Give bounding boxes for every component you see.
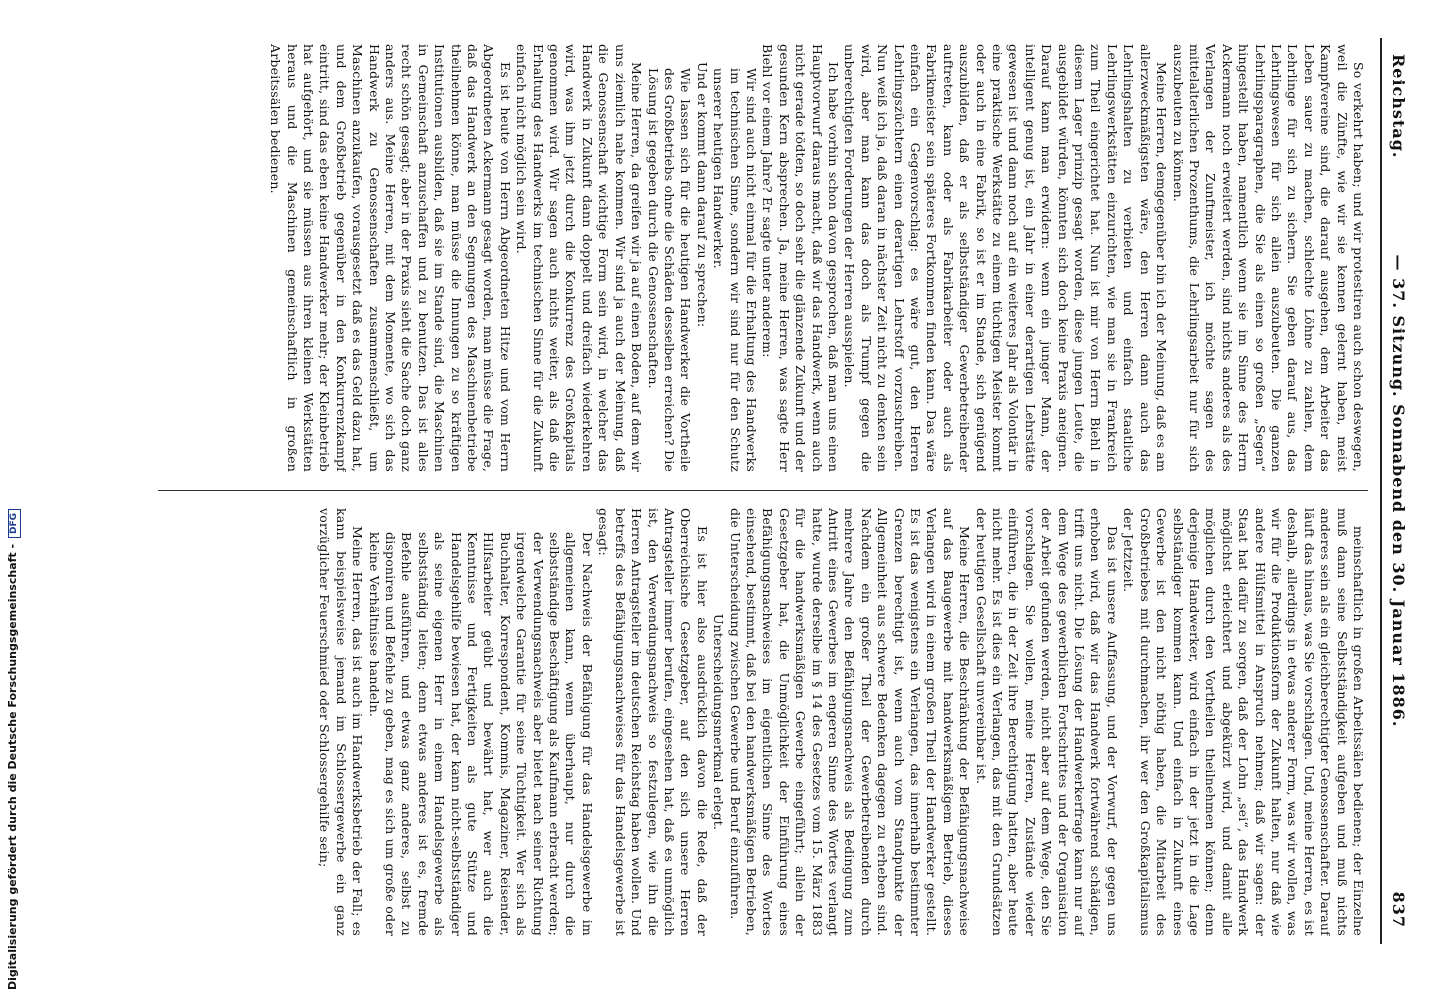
quoted-paragraph: Wir sind auch nicht einmal für die Erhaltung des Handwerks im technischen Sinne, sondern wir sind nur für den Schutz unserer heutigen Handwerker. — [711, 68, 759, 472]
paragraph: Es ist heute von Herrn Abgeordneten Hitze und vom Herrn Abgeordneten Ackermann gesagt worden, man müsse die Frage, daß das Handwerk an den Segnungen des Maschinenbetriebe theilnehmen könne, man müsse die Innungen zu so kräftigen Institutionen ausbilden, daß sie im Stande sind, die Maschinen in Gemeinschaft anzuschaffen und zu benutzen. Das ist alles recht schön gesagt; aber in der Praxis sieht die Sache doch ganz anders aus. Meine Herren, mit dem Momente, wo sich das Handwerk zu Genossenschaften zusammenschließt, um Maschinen anzukaufen, vorausgesetzt daß es das Geld dazu hat, und dem Großbetrieb gegenüber in den Konkurrenzkampf eintritt, sind das eben keine Handwerker mehr; der Kleinbetrieb hat aufgehört, und sie müssen aus ihren kleinen Werkstätten heraus und die Maschinen gemeinschaftlich in großen Arbeitssälen bedienen. — [268, 44, 513, 472]
paragraph: Es ist hier also ausdrücklich davon die Rede, daß der Oberreichische Gesetzgeber, auf den sich unsere Herren Antragsteller immer berufen, eingesehen hat, daß es unmöglich ist, den Verwendungsnachweis so festzulegen, wie ihn die Herren Antragsteller im deutschen Reichstag haben wollen. Und betreffs des Befähigungsnachweises für das Handelsgewerbe ist gesagt: — [596, 508, 710, 936]
digitization-credit — [0, 0, 24, 1000]
paragraph: meinschaftlich in großen Arbeitssälen bedienen; der Einzelne muß dann seine Selbstständigkeit aufgeben und muß nichts anderes sein als ein gleichberechtigter Genossenschafter. Darauf läuft das hinaus, was Sie vorschlagen. Und, meine Herren, es ist deshalb, allerdings in etwas anderer Form, was wir wollen, was wir für die Produktionsform der Zukunft halten, nur daß wie andere Hülfsmittel in Anspruch nehmen; daß wir sagen: der Staat hat dafür zu sorgen, daß der Lohn „sei“, das Handwerk möglichst erleichtert und abgekürzt wird, und damit alle möglichen durch den Vortheilen theilnehmen können; denn derjenige Handwerker, wird einfach in der jetzt in die Lage selbständiger kommen kann. Und einfach in Zukunft eines Gewerbe ist den nicht nöthig haben, die Mitarbeit des Großbetriebes mit durchmachen, ihr wer den Großkapitalismus der Jetztzeit. — [1121, 508, 1366, 936]
rotated-document-page — [132, 26, 1412, 956]
paragraph: Das ist unsere Auffassung, und der Vorwurf, der gegen uns erhoben wird, daß wir das Handwerk fortwährend schädigen, trifft uns nicht. Die Lösung der Handwerkerfrage kann nur auf dem Wege des gewerblichen Fortschrittes und der Organisation der Arbeit gefunden werden, nicht aber auf dem Wege, den Sie vorschlagen. Sie wollen, meine Herren, Zustände wieder einführen, die in der Zeit ihre Berechtigung hatten, aber heute nicht mehr. Es ist dies ein Verlangen, das mit den Grundsätzen der heutigen Gesellschaft unvereinbar ist. — [973, 508, 1120, 936]
text-column-right — [146, 508, 1366, 936]
paragraph: Unterscheidungsmerkmal erlegt. — [711, 613, 727, 831]
credit-text: Digitalisierung gefördert durch die Deutsche Forschungsgemeinschaft - — [6, 543, 19, 990]
text-column-left — [146, 44, 1366, 472]
header-rule — [1380, 38, 1382, 944]
page-number: 837 — [1389, 891, 1408, 928]
paragraph: So verkehrt haben; und wir protestiren auch schon deswegen, weil die Zünfte, wie wir sie kennen gelernt haben, meist Kampfvereine sind, die darauf ausgehen, dem Arbeiter das Leben sauer zu machen, schlechte Löhne zu zahlen, dem Lehrlinge für sich zu sichern. Sie geben darauf aus, das Lehrlingswesen für sich allein auszubeuten. Die ganzen Lehrlingsparagraphen, die Sie als einen so großen „Segen“ hingestellt haben, namentlich wenn sie im Sinne des Herrn Ackermann noch erweitert werden, sind nichts anderes als des Verlangen der Zunftmeister, ich möchte sagen des mittelalterlichen Prozenthums, die Lehrlingsarbeit nur für sich auszubeuten zu können. — [1170, 44, 1366, 472]
paragraph: Ich habe vorhin schon davon gesprochen, daß man uns einen Hauptvorwurf daraus macht, daß wir das Handwerk, wenn auch nicht gerade tödten, so doch sehr die glänzende Zukunft und der gesunden Kern absprechen. Ja, meine Herren, was sagte Herr Biehl vor einem Jahre? Er sagte unter anderem: — [760, 44, 841, 472]
paragraph: Meine Herren, demgegenüber bin ich der Meinung, daß es am allerzweckmäßigsten wäre, den Herren dann auch das Lehrlingshalten zu verbieten und einfach staatliche Lehrlingswerkstätten einzurichten, wie man sie in Frankreich zum Theil eingerichtet hat. Nun ist mir von Herrn Biehl in diesem Lager prinzip gesagt worden, diese jungen Leute, die ausgebildet würden, könnten sich doch keine Praxis aneignen. Darauf kann man erwidern: wenn ein junger Mann, der intelligent genug ist, ein Jahr in einer derartigen Lehrstätte gewesen ist und dann noch auf ein weiteres Jahr als Volontär in eine praktische Werkstätte zu einem tüchtigen Meister kommt oder auch in eine Fabrik, so ist er im Stande, sich genügend auszubilden, daß er als selbstständiger Gewerbetreibender auftreten, kann oder als Fabrikarbeiter oder auch als Fabrikmeister sein späteres Fortkommen finden kann. Das wäre einfach ein Gegenvorschlag: es wäre gut, den Herren Lehrlingszüchtern einen derartigen Lehrstoff vorzuschreiben. Nun weiß ich ja, daß daran in nächster Zeit nicht zu denken sein wird, aber man kann das doch als Trumpf gegen die unberechtigten Forderungen der Herren ausspielen. — [842, 44, 1170, 472]
header-publication: Reichstag. — [1389, 54, 1408, 159]
paragraph: Und er kommt dann darauf zu sprechen: — [694, 62, 710, 328]
paragraph: Meine Herren, das ist auch im Handwerksbetrieb der Fall; es kann beispielsweise jemand im Schlossergewerbe ein ganz vorzüglicher Feuerschmied oder Schlossergehilfe sein; — [317, 508, 366, 936]
paragraph: Meine Herren, da greifen wir ja auf einen Boden, auf dem wir uns ziemlich nahe kommen. Wir sind ja auch der Meinung, daß die Genossenschaft wichtige Form sein wird, in welcher das Handwerk in Zukunft dann doppelt und dreifach wiederkehren wird, was ihm jetzt durch die Konkurrenz des Großkapitals genommen wird. Wir sagen auch nichts weiter, als daß die Erhaltung des Handwerks im technischen Sinne für die Zukunft einfach nicht möglich sein wird. — [514, 44, 645, 472]
paragraph: Meine Herren, die Beschränkung der Befähigungsnachweise auf das Baugewerbe mit handwerksmäßigem Betrieb, dieses Verlangen wird in einem großen Theil der Handwerker gestellt. Es ist das wenigstens ein Verlangen, das innerhalb bestimmter Grenzen berechtigt ist, wenn auch vom Standpunkte der Allgemeinheit aus schwere Bedenken dagegen zu erheben sind. Nachdem ein großer Theil der Gewerbetreibenden durch mehrere Jahre den Befähigungsnachweis als Bedingung zum Antritt eines Gewerbes im engeren Sinne des Wortes verlangt hatte, wurde derselbe im § 14 des Gesetzes vom 15. März 1883 für die handwerksmäßigen Gewerbe eingeführt; allein der Gesetzgeber hat, die Unmöglichkeit der Einführung eines Befähigungsnachweises im eigentlichen Sinne des Wortes einsehend, bestimmt, daß bei den handwerksmäßigen Betrieben, die Unterscheidung zwischen Gewerbe und Beruf einzuführen. — [727, 508, 973, 936]
quoted-paragraph: Der Nachweis der Befähigung für das Handelsgewerbe im allgemeinen kann, wenn überhaupt, nur durch die selbstständige Beschäftigung als Kaufmann erbracht werden; der Verwendungsnachweis aber bietet nach seiner Richtung irgendwelche Garantie für seine Tüchtigkeit. Wer sich als Buchhalter, Korrespondent, Kommis, Magaziner, Reisender, Hilfsarbeiter geübt und bewährt hat, wer auch die Kenntnisse und Fertigkeiten als gute Stütze und Handelsgehilfe bewiesen hat, der kann nicht-selbstständiger als seine eigenen Herr in einem Handelsgewerbe als selbstständig leiten; denn etwas anderes ist es, fremde Befehle ausführen, und etwas ganz anderes, selbst zu disponiren und Befehle zu geben, mag es sich um große oder kleine Verhältnisse handeln. — [366, 532, 595, 936]
dfg-logo-icon: DFG — [8, 509, 21, 538]
header-session: — 37. Sitzung. Sonnabend den 30. Januar 1886. — [1389, 254, 1408, 728]
page-header — [1380, 26, 1412, 956]
quoted-paragraph: Wie lassen sich für die heutigen Handwerker die Vortheile des Großbetriebs ohne die Schäden desselben erreichen? Die Lösung ist gegeben durch die Genossenschaften. — [645, 68, 694, 472]
column-divider — [158, 490, 1368, 491]
